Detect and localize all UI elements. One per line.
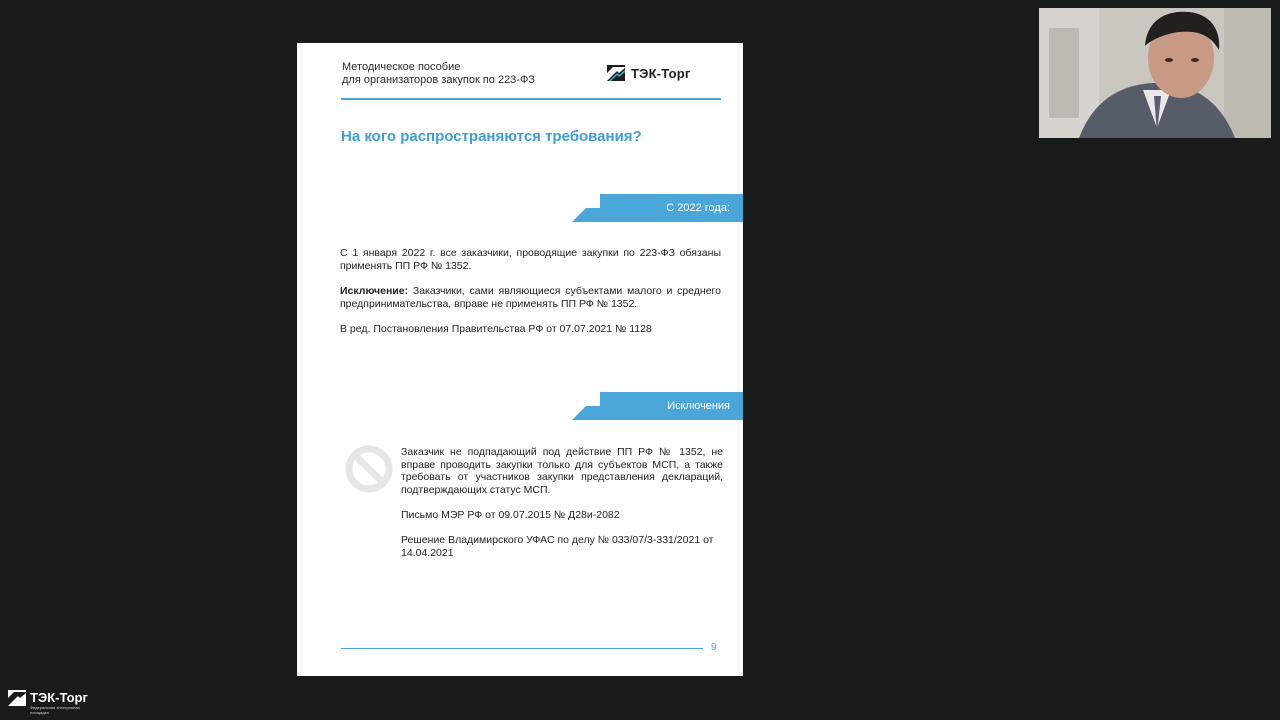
document-header-title bbox=[342, 61, 582, 87]
page-heading: На кого распространяются требования? bbox=[341, 128, 642, 145]
header-line-1: Методическое пособие bbox=[342, 61, 461, 73]
footer-divider bbox=[341, 648, 703, 649]
paragraph-edition: В ред. Постановления Правительства РФ от 07.07.2021 № 1128 bbox=[340, 323, 652, 335]
presenter-video-frame bbox=[1039, 8, 1271, 138]
section-banner-2022 bbox=[572, 194, 743, 222]
section-banner-label: Исключения bbox=[667, 400, 730, 412]
document-logo bbox=[607, 65, 690, 81]
paragraph-2022: С 1 января 2022 г. все заказчики, проводящие закупки по 223-ФЗ обязаны применять ПП РФ № 1352. bbox=[340, 247, 721, 272]
header-line-2: для организаторов закупок по 223-ФЗ bbox=[342, 74, 535, 86]
exception-body: Заказчики, сами являющиеся субъектами малого и среднего предпринимательства, вправе не применять ПП РФ № 1352. bbox=[340, 285, 721, 310]
corner-brand: ТЭК-Торг bbox=[30, 690, 88, 705]
section-banner-label: С 2022 года: bbox=[666, 202, 730, 214]
paragraph-exception bbox=[340, 285, 721, 311]
header-divider bbox=[341, 98, 721, 100]
logo-text: ТЭК-Торг bbox=[631, 65, 691, 81]
document-page bbox=[297, 43, 743, 676]
prohibit-icon bbox=[345, 445, 393, 493]
corner-subtitle: Федеральная электронная площадка bbox=[30, 705, 80, 715]
exception-label: Исключение: bbox=[340, 285, 409, 297]
tek-torg-logo-icon bbox=[8, 690, 26, 706]
corner-watermark bbox=[8, 690, 90, 715]
page-number: 9 bbox=[711, 642, 717, 653]
webcam-video bbox=[1039, 8, 1271, 138]
section-banner-exceptions bbox=[572, 392, 743, 420]
tek-torg-logo-icon bbox=[607, 65, 625, 81]
exception-text: Заказчик не подпадающий под действие ПП РФ № 1352, не вправе проводить закупки только для субъектов МСП, а также требовать от участников закупки представления деклараций, подтверждающих статус МСП. bbox=[401, 446, 723, 496]
decision-reference: Решение Владимирского УФАС по делу № 033/07/3-331/2021 от 14.04.2021 bbox=[401, 534, 714, 559]
letter-reference: Письмо МЭР РФ от 09.07.2015 № Д28и-2082 bbox=[401, 509, 620, 521]
